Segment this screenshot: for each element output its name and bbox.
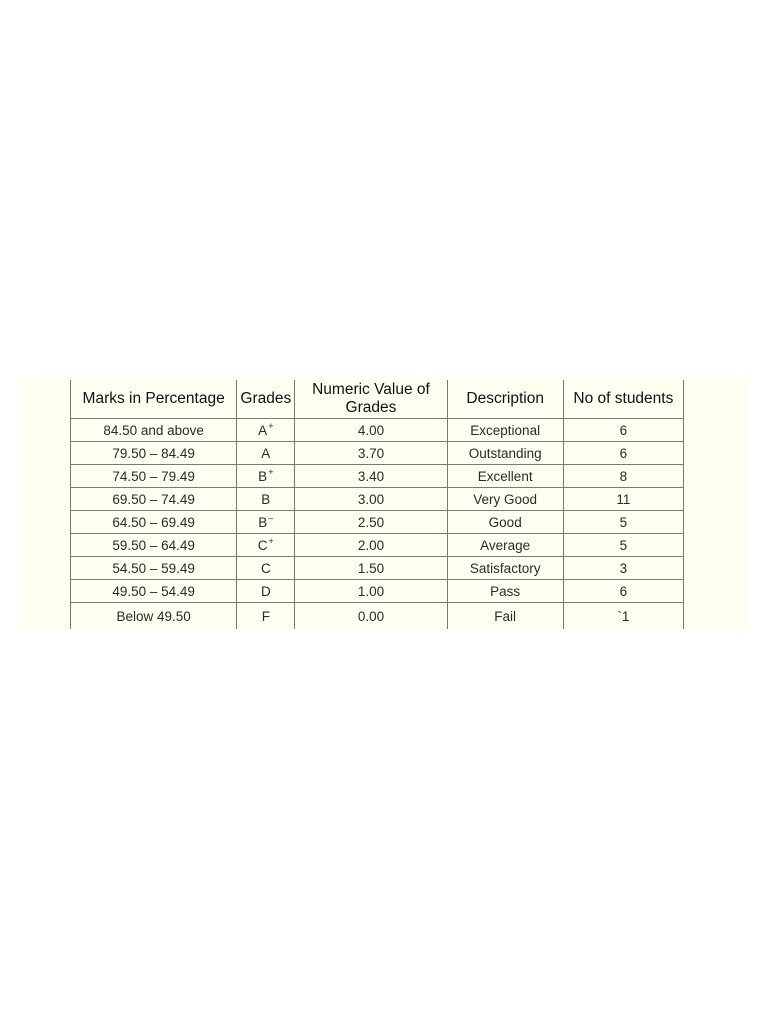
table-row xyxy=(71,557,684,580)
grade-cell xyxy=(237,557,295,580)
marks-cell: 64.50 – 69.49 xyxy=(71,511,237,534)
student-count-cell: 5 xyxy=(563,534,683,557)
numeric-value-cell: 3.40 xyxy=(295,465,447,488)
grade-modifier: + xyxy=(268,535,274,546)
header-no-of-students: No of students xyxy=(563,380,683,419)
grade-letter: C xyxy=(257,537,268,553)
marks-cell: 84.50 and above xyxy=(71,419,237,442)
student-count-cell: 8 xyxy=(563,465,683,488)
grade-letter: A xyxy=(261,445,271,461)
description-cell: Outstanding xyxy=(447,442,563,465)
table-row xyxy=(71,442,684,465)
numeric-value-cell: 3.70 xyxy=(295,442,447,465)
grade-cell xyxy=(237,534,295,557)
table-row xyxy=(71,511,684,534)
marks-cell: 69.50 – 74.49 xyxy=(71,488,237,511)
table-row xyxy=(71,580,684,603)
marks-cell: 49.50 – 54.49 xyxy=(71,580,237,603)
numeric-value-cell: 4.00 xyxy=(295,419,447,442)
grade-letter: D xyxy=(260,583,271,599)
grade-letter: A xyxy=(258,422,268,438)
table-row xyxy=(71,488,684,511)
header-marks: Marks in Percentage xyxy=(71,380,237,419)
header-numeric-value: Numeric Value of Grades xyxy=(295,380,447,419)
marks-cell: Below 49.50 xyxy=(71,603,237,630)
numeric-value-cell: 2.50 xyxy=(295,511,447,534)
description-cell: Very Good xyxy=(447,488,563,511)
numeric-value-cell: 1.00 xyxy=(295,580,447,603)
student-count-cell: 3 xyxy=(563,557,683,580)
student-count-cell: 5 xyxy=(563,511,683,534)
numeric-value-cell: 0.00 xyxy=(295,603,447,630)
table-row xyxy=(71,465,684,488)
grade-letter: F xyxy=(261,608,270,624)
description-cell: Pass xyxy=(447,580,563,603)
grade-cell xyxy=(237,465,295,488)
grade-letter: B xyxy=(258,468,268,484)
table-row xyxy=(71,534,684,557)
numeric-value-cell: 3.00 xyxy=(295,488,447,511)
marks-cell: 54.50 – 59.49 xyxy=(71,557,237,580)
grade-cell xyxy=(237,580,295,603)
grade-modifier: + xyxy=(268,420,274,431)
marks-cell: 74.50 – 79.49 xyxy=(71,465,237,488)
grade-modifier: – xyxy=(268,512,274,523)
header-grades: Grades xyxy=(237,380,295,419)
grade-cell xyxy=(237,488,295,511)
grade-letter: C xyxy=(260,560,271,576)
table-body xyxy=(71,419,684,630)
description-cell: Good xyxy=(447,511,563,534)
grade-letter: B xyxy=(258,514,268,530)
grade-cell xyxy=(237,442,295,465)
description-cell: Average xyxy=(447,534,563,557)
grading-table xyxy=(70,380,684,629)
student-count-cell: 6 xyxy=(563,419,683,442)
student-count-cell: 6 xyxy=(563,580,683,603)
student-count-cell: 6 xyxy=(563,442,683,465)
table-header-row xyxy=(71,380,684,419)
numeric-value-cell: 1.50 xyxy=(295,557,447,580)
grade-letter: B xyxy=(261,491,271,507)
description-cell: Satisfactory xyxy=(447,557,563,580)
marks-cell: 79.50 – 84.49 xyxy=(71,442,237,465)
grade-modifier: + xyxy=(268,466,274,477)
grade-cell xyxy=(237,603,295,630)
student-count-cell: `1 xyxy=(563,603,683,630)
student-count-cell: 11 xyxy=(563,488,683,511)
grade-cell xyxy=(237,419,295,442)
grade-cell xyxy=(237,511,295,534)
header-description: Description xyxy=(447,380,563,419)
description-cell: Excellent xyxy=(447,465,563,488)
table-row xyxy=(71,603,684,630)
description-cell: Fail xyxy=(447,603,563,630)
numeric-value-cell: 2.00 xyxy=(295,534,447,557)
marks-cell: 59.50 – 64.49 xyxy=(71,534,237,557)
description-cell: Exceptional xyxy=(447,419,563,442)
table-row xyxy=(71,419,684,442)
